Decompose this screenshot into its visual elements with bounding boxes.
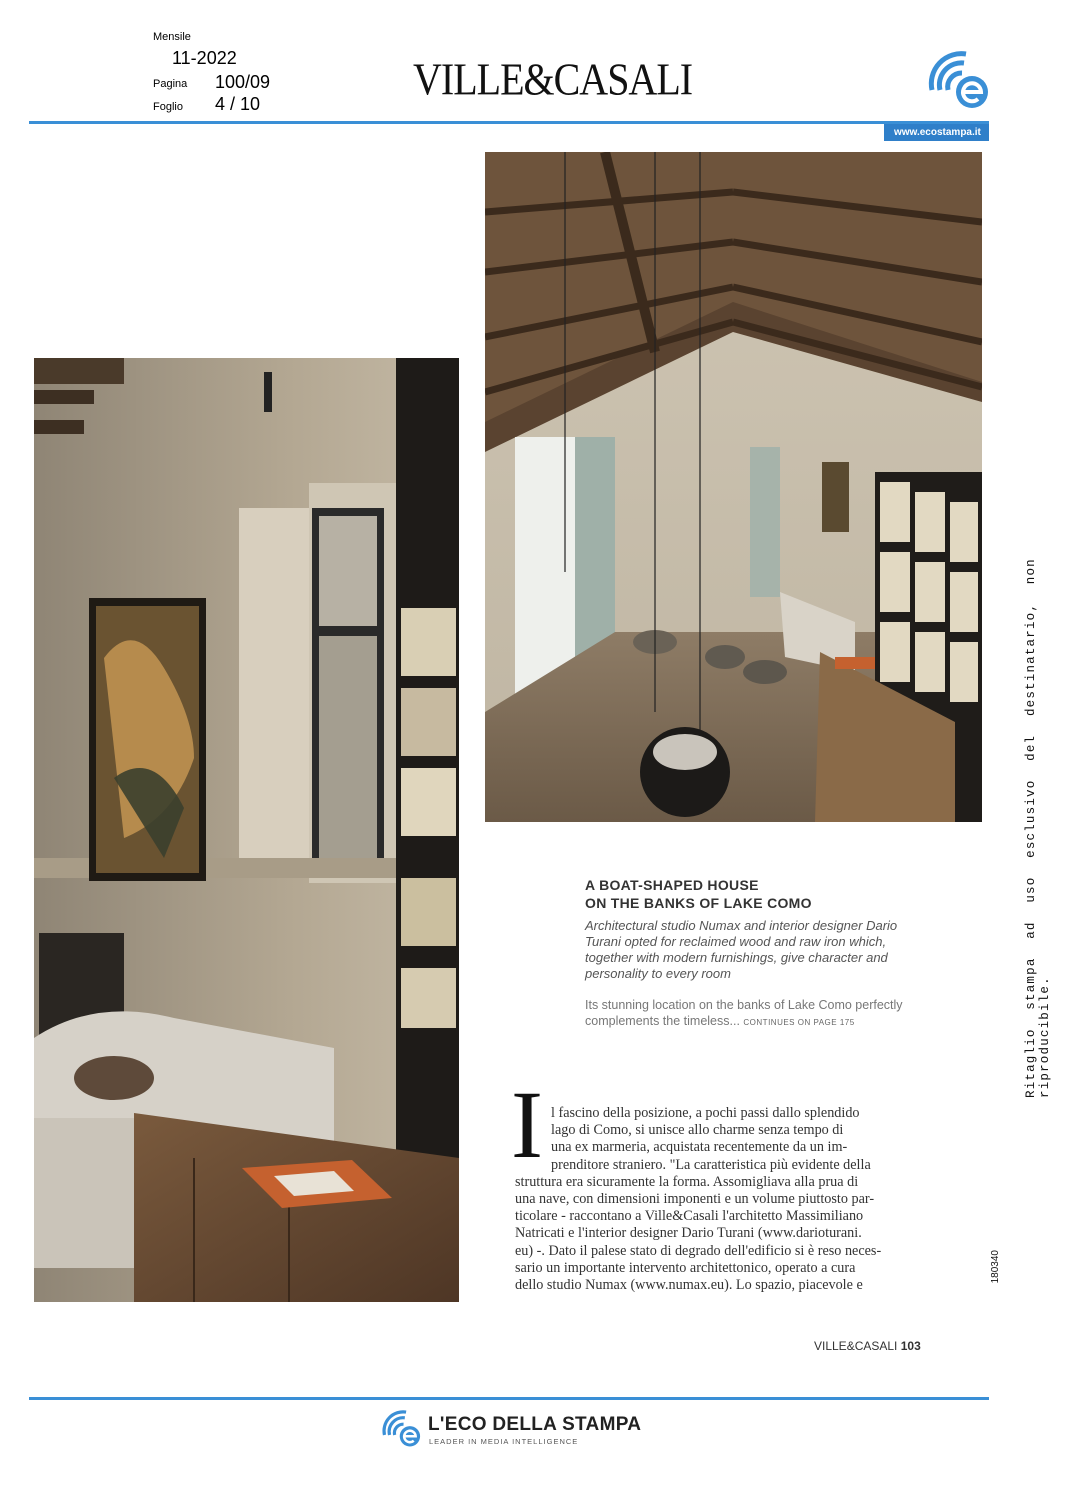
page-label: Pagina [153, 78, 188, 90]
footer-page-number: 103 [900, 1339, 921, 1353]
article-body [515, 1105, 890, 1294]
body-line: prenditore straniero. "La caratteristica più evidente della [551, 1156, 871, 1173]
body-line: eu) -. Dato il palese stato di degrado dell'edificio si è reso neces- [515, 1242, 882, 1259]
article-intro [585, 997, 910, 1031]
body-line: una nave, con dimensioni imponenti e un volume piuttosto par- [515, 1191, 875, 1208]
continues-on-page: CONTINUES ON PAGE 175 [743, 1018, 855, 1027]
body-line: ticolare - raccontano a Ville&Casali l'architetto Massimiliano [515, 1208, 864, 1225]
page-value: 100/09 [215, 72, 271, 92]
body-line: una ex marmeria, acquistata recentemente da un im- [551, 1139, 848, 1156]
article-intro-text: Its stunning location on the banks of Lake Como perfectly complements the timeless... [585, 998, 903, 1028]
ecostampa-logo [926, 46, 990, 112]
footer-rule [29, 1397, 989, 1400]
loft-interior-photo [485, 152, 982, 822]
living-room-photo [34, 358, 459, 1302]
eco-tagline: LEADER IN MEDIA INTELLIGENCE [429, 1437, 579, 1446]
body-line: lago di Como, si unisce allo charme senza tempo di [551, 1122, 844, 1139]
frequency-label: Mensile [153, 31, 191, 43]
body-line: sario un importante intervento architettonico, operato a cura [515, 1259, 856, 1276]
sheet-value: 4 / 10 [215, 94, 261, 114]
issue-date: 11-2022 [172, 48, 237, 68]
article-dek: Architectural studio Numax and interior designer Dario Turani opted for reclaimed wood and raw iron which, together with modern furnishings, give character and personality to every room [585, 918, 898, 981]
website-badge: www.ecostampa.it [884, 124, 989, 141]
eco-della-stampa-icon [380, 1407, 422, 1449]
body-line: Natricati e l'interior designer Dario Turani (www.darioturani. [515, 1225, 862, 1242]
body-line: struttura era sicuramente la forma. Assomigliava alla prua di [515, 1173, 859, 1190]
body-line: l fascino della posizione, a pochi passi dallo splendido [551, 1105, 860, 1121]
eco-della-stampa-brand: L'ECO DELLA STAMPA [428, 1414, 642, 1435]
article-title-line1: A BOAT-SHAPED HOUSE [585, 877, 759, 893]
page-footer [814, 1339, 921, 1353]
sheet-label: Foglio [153, 101, 183, 113]
footer-magazine: VILLE&CASALI [814, 1339, 898, 1353]
copyright-notice: Ritaglio stampa ad uso esclusivo del destinatario, non riproducibile. [1024, 558, 1052, 1098]
clipping-code: 180340 [990, 1250, 1001, 1284]
article-title-line2: ON THE BANKS OF LAKE COMO [585, 895, 812, 911]
header-rule [29, 121, 989, 124]
drop-cap: I [511, 1071, 543, 1178]
masthead-logo: VILLE&CASALI [413, 53, 693, 105]
body-line: dello studio Numax (www.numax.eu). Lo spazio, piacevole e [515, 1277, 863, 1294]
